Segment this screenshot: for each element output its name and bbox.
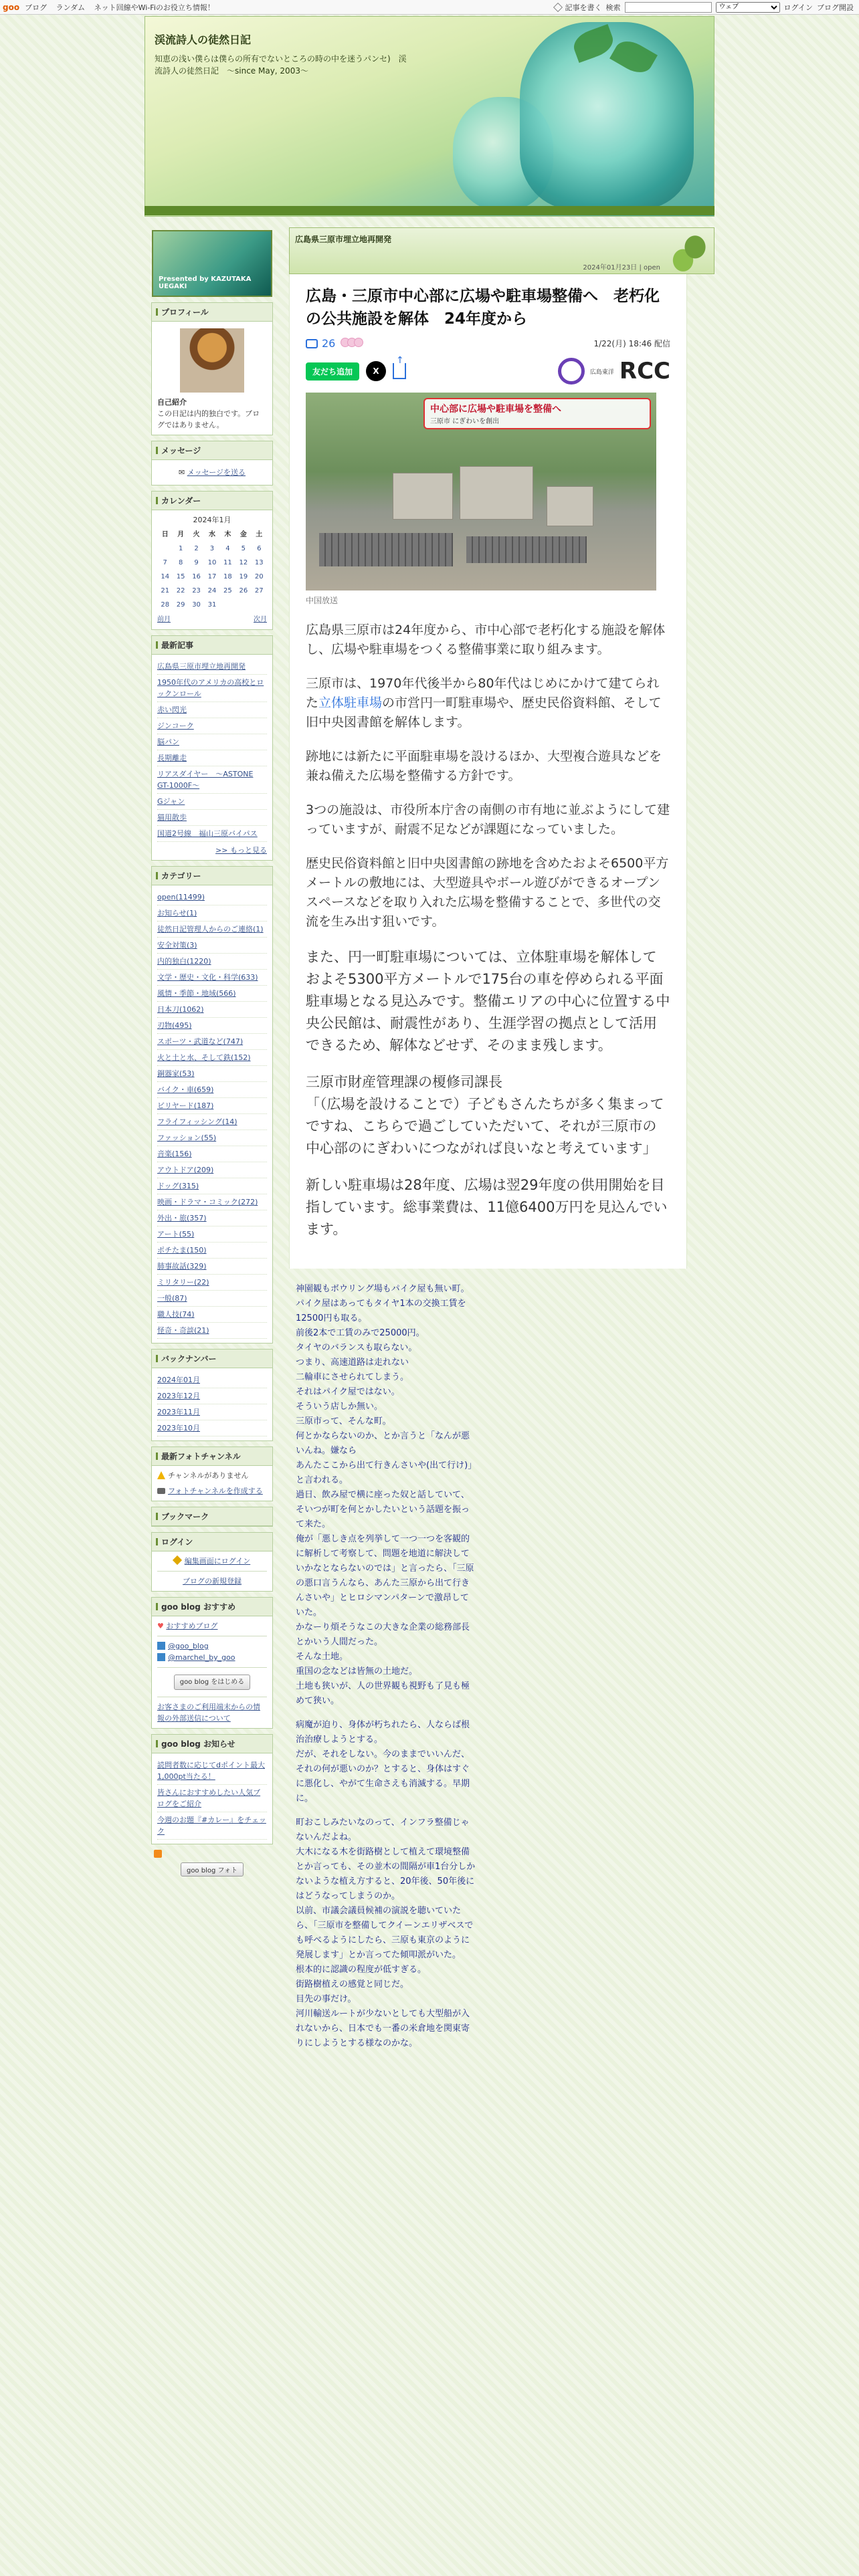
- commentary-line: 町おこしみたいなのって、インフラ整備じゃないんだよね。: [296, 1818, 470, 1842]
- category-item-link[interactable]: 映画・ドラマ・コミック(272): [157, 1198, 258, 1206]
- twitter-icon: [157, 1642, 165, 1650]
- category-item-link[interactable]: 音楽(156): [157, 1150, 192, 1158]
- category-item: [157, 1002, 267, 1018]
- search-input[interactable]: [625, 2, 712, 13]
- photo-channel-title: 最新フォトチャンネル: [152, 1447, 272, 1466]
- calendar-day[interactable]: 1: [178, 545, 183, 552]
- edit-login-link[interactable]: 編集画面にログイン: [184, 1557, 251, 1566]
- recent-post-item-link[interactable]: 国道2号線 福山三原バイパス: [157, 829, 258, 838]
- commentary-line: 俺が「悪しき点を列挙して一つ一つを客観的に解析して考察して、問題を地道に解決していかなとならないのでは」と言ったら、「三原の悪口言うんなら、あんた三原から出て行きんさいや」とヒロシマンパターンで激昂していた。: [296, 1534, 474, 1618]
- photo-caption-sub: 三原市 にぎわいを創出: [430, 418, 500, 425]
- commentary-line: それはパイク屋ではない。: [296, 1387, 400, 1397]
- profile-box: [151, 302, 273, 435]
- sidebar: [149, 227, 276, 1882]
- calendar-day[interactable]: 4: [225, 545, 230, 552]
- category-item-link[interactable]: 徒然日記管理人からのご連絡(1): [157, 925, 264, 934]
- photo-caption-main: 中心部に広場や駐車場を整備へ: [430, 404, 561, 415]
- topbar-link-net[interactable]: ネット回線やWi-Fiのお役立ち情報！: [94, 3, 215, 12]
- backnumber-title: バックナンバー: [152, 1350, 272, 1368]
- category-item: [157, 905, 267, 922]
- category-item: [157, 889, 267, 905]
- calendar-day[interactable]: 14: [161, 573, 170, 580]
- commentary-line: 街路樹植えの感覚と同じだ。: [296, 1979, 409, 1990]
- backnumber-item-link[interactable]: 2024年01月: [157, 1376, 200, 1384]
- paragraph: 新しい駐車場は28年度、広場は翌29年度の供用開始を目指しています。総事業費は、11億6400万円を見込んでいます。: [306, 1177, 668, 1237]
- recent-post-item-link[interactable]: 猫用散歩: [157, 813, 187, 822]
- commentary-line: 大木になる木を街路樹として植えて環境整備とか言っても、その並木の間隔が車1台分しかないような植え方すると、20年後、50年後にはどうなってしまうのか。: [296, 1847, 476, 1901]
- category-item: [157, 1130, 267, 1146]
- backnumber-list: [157, 1372, 267, 1436]
- calendar-day: [157, 542, 173, 556]
- banner-text: Presented by KAZUTAKA UEGAKI: [159, 276, 252, 290]
- search-scope-select[interactable]: [716, 2, 780, 13]
- calendar-weekday: 木: [224, 531, 231, 538]
- category-item: [157, 1098, 267, 1114]
- category-item-link[interactable]: 日本刀(1062): [157, 1005, 204, 1014]
- commentary-line: 何とかならないのか、とか言うと「なんが悪いんね。嫌なら: [296, 1431, 470, 1456]
- commentary-line: 以前、市議会議員候補の演説を聴いていたら、「三原市を整備してクイーンエリザベスでも呼べるようにしたら、三原も東京のように発展します」とか言ってた傾叩派がいた。: [296, 1906, 474, 1960]
- rss-icon[interactable]: [154, 1850, 162, 1858]
- category-item: [157, 970, 267, 986]
- recent-post-item-link[interactable]: 長期離走: [157, 754, 187, 762]
- recent-post-item-link[interactable]: 1950年代のアメリカの高校とロックンロール: [157, 678, 264, 698]
- leaf-decoration: [671, 229, 711, 274]
- backnumber-item: [157, 1388, 267, 1404]
- category-item-link[interactable]: 安全対策(3): [157, 941, 197, 950]
- category-item: [157, 1243, 267, 1259]
- calendar-day: [235, 598, 251, 612]
- category-item: [157, 922, 267, 938]
- entry-category-title[interactable]: 広島県三原市埋立地再開発: [295, 235, 392, 244]
- comments-counter[interactable]: [306, 337, 363, 350]
- paragraph: 広島県三原市は24年度から、市中心部で老朽化する施設を解体し、広場や駐車場をつくる整備事業に取り組みます。: [306, 623, 666, 657]
- calendar-weekday: 水: [208, 531, 215, 538]
- category-item: [157, 1323, 267, 1339]
- blog-title[interactable]: 渓流詩人の徒然日記: [155, 33, 252, 46]
- photo-caption: [423, 398, 651, 429]
- calendar-day[interactable]: 20: [254, 573, 264, 580]
- calendar-day[interactable]: 18: [223, 573, 232, 580]
- backnumber-item: [157, 1372, 267, 1388]
- commentary-line: 病魔が迫り、身体が朽ちれたら、人ならば根治治療しようとする。: [296, 1720, 470, 1745]
- quote: 「（広場を設けることで）子どもさんたちが多く集まってですね、こちらで過ごしていただいて、それが三原市の中心部のにぎわいにつながれば良いなと考えています」: [306, 1096, 664, 1156]
- goo-blog-photo-button[interactable]: goo blog フォト: [181, 1862, 244, 1876]
- recent-post-item-link[interactable]: 脳パン: [157, 738, 179, 746]
- calendar-table: [157, 528, 267, 612]
- category-item-link[interactable]: ビリヤード(187): [157, 1101, 214, 1110]
- category-item-link[interactable]: フライフィッシング(14): [157, 1117, 237, 1126]
- category-item: [157, 1178, 267, 1194]
- category-list: [157, 889, 267, 1339]
- category-item-link[interactable]: 風情・季節・地域(566): [157, 989, 236, 998]
- topbar-link-blog[interactable]: ブログ: [25, 3, 47, 12]
- emoji-icon: [354, 338, 363, 347]
- recent-post-item-link[interactable]: 赤い閃光: [157, 706, 187, 714]
- calendar-day[interactable]: 27: [254, 587, 264, 595]
- more-posts-link[interactable]: >> もっと見る: [215, 846, 267, 855]
- category-item: [157, 938, 267, 954]
- calendar-day[interactable]: 3: [209, 545, 215, 552]
- category-item: [157, 1162, 267, 1178]
- sidebar-footer: [154, 1850, 270, 1879]
- camera-icon: [157, 1488, 165, 1494]
- pen-icon: [173, 1555, 182, 1565]
- recent-post-item: [157, 702, 267, 718]
- calendar-day[interactable]: 22: [176, 587, 185, 595]
- commentary-line: 根本的に認識の程度が低すぎる。: [296, 1965, 427, 1975]
- login-box: [151, 1532, 273, 1592]
- commentary-text: [296, 1282, 476, 2051]
- category-item: [157, 1275, 267, 1291]
- twitter-icon: [157, 1653, 165, 1661]
- new-blog-link[interactable]: ブログの新規登録: [183, 1577, 242, 1586]
- backnumber-item-link[interactable]: 2023年11月: [157, 1408, 200, 1416]
- commentary-line: そんな土地。: [296, 1652, 349, 1662]
- recommend-blog-link[interactable]: おすすめブログ: [166, 1622, 218, 1630]
- write-article-link[interactable]: 記事を書く: [565, 3, 602, 12]
- category-item: [157, 1018, 267, 1034]
- backnumber-item-link[interactable]: 2023年12月: [157, 1392, 200, 1400]
- news-item-link[interactable]: 皆さんにおすすめしたい人気ブログをご紹介: [157, 1788, 261, 1808]
- category-item-link[interactable]: アート(55): [157, 1230, 195, 1239]
- message-box: [151, 441, 273, 486]
- commentary-line: [296, 1806, 476, 1816]
- category-item: [157, 1114, 267, 1130]
- message-title: メッセージ: [152, 441, 272, 460]
- line-add-friend-button[interactable]: 友だち追加: [306, 362, 359, 381]
- topbar-link-random[interactable]: ランダム: [56, 3, 86, 12]
- parking-lot-shape: [466, 536, 587, 563]
- recent-post-item-link[interactable]: リアスダイヤー 〜ASTONE GT-1000F〜: [157, 770, 254, 790]
- recent-post-item: [157, 826, 267, 842]
- category-item-link[interactable]: ポチたま(150): [157, 1246, 207, 1255]
- article-timestamp: 1/22(月) 18:46 配信: [593, 339, 670, 348]
- calendar-day[interactable]: 25: [223, 587, 232, 595]
- calendar-weekday: 金: [240, 531, 247, 538]
- parking-lot-shape: [319, 533, 453, 566]
- paragraph-text: の市営円一町駐車場や、歴史民俗資料館、そして旧中央図書館を解体します。: [306, 695, 662, 730]
- calendar-day[interactable]: 21: [161, 587, 170, 595]
- category-item: [157, 986, 267, 1002]
- paragraph: また、円一町駐車場については、立体駐車場を解体しておよそ5300平方メートルで175台の車を停められる平面駐車場となる見込みです。整備エリアの中心に位置する中央公民館は、耐震性があり、生涯学習の拠点として活用できるため、解体などせず、そのまま残します。: [306, 949, 670, 1053]
- category-item-link[interactable]: ミリタリー(22): [157, 1278, 209, 1287]
- calendar-box: [151, 491, 273, 630]
- paragraph: 歴史民俗資料館と旧中央図書館の跡地を含めたおよそ6500平方メートルの敷地には、大型遊具やボール遊びができるオープンスペースなどを取り入れた広場を整備することで、多世代の交流を生み出す狙いです。: [306, 856, 669, 929]
- commentary-line: あんたここから出て行きんさいや(出て行け)」と言われる。: [296, 1461, 472, 1485]
- commentary-line: パイク屋はあってもタイヤ1本の交換工賃を12500円も取る。: [296, 1299, 466, 1323]
- calendar-day[interactable]: 5: [241, 545, 246, 552]
- commentary-line: 過日、飲み屋で横に座った奴と話していて、そいつが町を何とかしたいという話題を振って来た。: [296, 1490, 470, 1529]
- calendar-day[interactable]: 6: [257, 545, 262, 552]
- calendar-day[interactable]: 29: [176, 601, 185, 609]
- category-item: [157, 1194, 267, 1210]
- recommend-title: goo blog おすすめ: [152, 1598, 272, 1616]
- comment-icon: [306, 339, 318, 348]
- calendar-prev-link[interactable]: 前月: [157, 616, 171, 623]
- login-title: ログイン: [152, 1533, 272, 1551]
- calendar-day[interactable]: 11: [223, 559, 232, 566]
- search-label: 検索: [605, 3, 621, 12]
- recent-post-item: [157, 810, 267, 826]
- article-headline: 広島・三原市中心部に広場や駐車場整備へ 老朽化の公共施設を解体 24年度から: [306, 288, 660, 328]
- warning-icon: [157, 1471, 165, 1479]
- entry-header: [289, 227, 714, 274]
- broadcaster-name: RCC: [619, 358, 670, 385]
- calendar-month: 2024年1月: [193, 516, 231, 524]
- start-goo-blog-button[interactable]: goo blog をはじめる: [174, 1675, 251, 1690]
- calendar-day[interactable]: 16: [192, 573, 201, 580]
- category-item-link[interactable]: 銅器家(53): [157, 1069, 195, 1078]
- news-item: [157, 1757, 267, 1785]
- news-list: [157, 1757, 267, 1840]
- article: [289, 274, 687, 1269]
- recent-posts-box: [151, 635, 273, 861]
- commentary-line: 二輪車にさせられてしまう。: [296, 1372, 409, 1382]
- blog-description: 知恵の浅い僕らは僕らの所有でないところの時の中を迷うパンセ) 渓流詩人の徒然日記 〜since May, 2003〜: [155, 54, 407, 76]
- category-item-link[interactable]: 怪奇・奇談(21): [157, 1326, 209, 1335]
- category-item-link[interactable]: 刃物(495): [157, 1021, 192, 1030]
- category-item: [157, 1226, 267, 1243]
- backnumber-item-link[interactable]: 2023年10月: [157, 1424, 200, 1432]
- recent-post-item: [157, 675, 267, 702]
- parking-structure-link[interactable]: 立体駐車場: [318, 695, 383, 710]
- commentary-line: だが、それをしない。今のままでいいんだ、それの何が悪いのか？とすると、身体はすぐに悪化し、やがて生命さえも消滅する。早期に。: [296, 1749, 470, 1804]
- category-item: [157, 1082, 267, 1098]
- broadcaster-logo[interactable]: [558, 358, 670, 385]
- paragraph: [306, 674, 670, 732]
- calendar-day[interactable]: 9: [194, 559, 199, 566]
- calendar-weekday: 日: [161, 531, 169, 538]
- marchel-twitter-link[interactable]: @marchel_by_goo: [168, 1653, 235, 1662]
- paragraph-text: 三原市は、1970年代後半から80年代はじめにかけて建てられた: [306, 676, 660, 710]
- category-item-link[interactable]: 内的独白(1220): [157, 957, 211, 966]
- no-channel-text: チャンネルがありません: [168, 1471, 249, 1480]
- recent-post-item-link[interactable]: 広島県三原市埋立地再開発: [157, 662, 246, 671]
- commentary-line: 神園観もボウリング場もパイク屋も無い町。: [296, 1284, 470, 1294]
- avatar: [180, 328, 244, 393]
- recent-post-item: [157, 659, 267, 675]
- recent-post-item: [157, 750, 267, 766]
- category-item-link[interactable]: スポーツ・武道など(747): [157, 1037, 244, 1046]
- calendar-day: [220, 598, 235, 612]
- blog-open-link[interactable]: ブログ開設: [817, 3, 854, 12]
- building-shape: [460, 466, 533, 520]
- header-band: [145, 206, 714, 215]
- recommend-box: [151, 1597, 273, 1729]
- news-title: goo blog お知らせ: [152, 1735, 272, 1753]
- calendar-day[interactable]: 24: [207, 587, 217, 595]
- calendar-day: [252, 598, 267, 612]
- recent-post-item: [157, 718, 267, 734]
- commentary-line: タイヤのバランスも取らない。: [296, 1343, 417, 1353]
- recent-posts-title: 最新記事: [152, 636, 272, 655]
- news-item-link[interactable]: 今週のお題『#カレー』をチェック: [157, 1816, 266, 1836]
- recent-posts-list: [157, 659, 267, 842]
- recent-post-item-link[interactable]: ジンコーク: [157, 722, 194, 730]
- recent-post-item: [157, 734, 267, 750]
- category-item: [157, 1210, 267, 1226]
- category-item: [157, 1034, 267, 1050]
- photo-channel-box: [151, 1446, 273, 1501]
- category-item-link[interactable]: 肺事故話(329): [157, 1262, 207, 1271]
- self-intro-label: 自己紹介: [157, 398, 187, 407]
- category-item: [157, 1066, 267, 1082]
- calendar-day[interactable]: 17: [207, 573, 217, 580]
- self-intro-text: この日記は内的独白です。ブログではありません。: [157, 409, 260, 429]
- calendar-day[interactable]: 15: [176, 573, 185, 580]
- backnumber-item: [157, 1404, 267, 1420]
- commentary-line: 土地も狭いが、人の世界観も視野も了見も極めて狭い。: [296, 1681, 470, 1706]
- broadcaster-small-text: 広島東洋: [589, 368, 614, 376]
- goo-blog-twitter-link[interactable]: @goo_blog: [168, 1642, 209, 1650]
- category-item-link[interactable]: open(11499): [157, 893, 205, 901]
- speaker-name: 三原市財産管理課の榎修司課長: [306, 1074, 502, 1090]
- category-item: [157, 954, 267, 970]
- category-item: [157, 1050, 267, 1066]
- calendar-day[interactable]: 28: [161, 601, 170, 609]
- news-box: [151, 1734, 273, 1844]
- photo-source: 中国放送: [306, 596, 339, 605]
- news-photo[interactable]: [306, 393, 656, 591]
- commentary-line: かなーり煩そうなこの大きな企業の総務部長とかいう人間だった。: [296, 1622, 470, 1647]
- calendar-day[interactable]: 12: [239, 559, 248, 566]
- category-item: [157, 1259, 267, 1275]
- main-content: [289, 227, 714, 2051]
- category-box: [151, 866, 273, 1344]
- commentary-line: そういう店しか無い。: [296, 1402, 383, 1412]
- category-item: [157, 1291, 267, 1307]
- recent-post-item-link[interactable]: Gジャン: [157, 797, 185, 806]
- news-item-link[interactable]: 読問者数に応じてdポイント最大1,000pt当たる！: [157, 1761, 265, 1781]
- category-item: [157, 1307, 267, 1323]
- sidebar-banner[interactable]: [152, 230, 272, 297]
- calendar-day[interactable]: 13: [254, 559, 264, 566]
- recent-post-item: [157, 766, 267, 794]
- bookmark-box: [151, 1507, 273, 1527]
- calendar-day[interactable]: 10: [207, 559, 217, 566]
- category-item-link[interactable]: 外出・旅(357): [157, 1214, 207, 1222]
- paragraph: 跡地には新たに平面駐車場を設けるほか、大型複合遊具などを兼ね備えた広場を整備する方針です。: [306, 749, 662, 783]
- external-transmission-link[interactable]: お客さまのご利用端末からの情報の外部送信について: [157, 1703, 260, 1723]
- news-item: [157, 1785, 267, 1812]
- send-message-link[interactable]: メッセージを送る: [187, 468, 246, 477]
- create-photo-channel-link[interactable]: フォトチャンネルを作成する: [168, 1487, 263, 1495]
- calendar-day[interactable]: 23: [192, 587, 201, 595]
- commentary-line: 河川輸送ルートが少ないとしても大型船が入れないから、日本でも一番の米倉地を関東寄りにしようとする様なのかな。: [296, 2009, 470, 2048]
- pen-icon: [553, 2, 562, 11]
- calendar-day[interactable]: 26: [239, 587, 248, 595]
- calendar-day[interactable]: 2: [194, 545, 199, 552]
- profile-title: プロフィール: [152, 303, 272, 322]
- commentary-line: 重国の念などは皆無の土地だ。: [296, 1667, 418, 1677]
- x-share-button[interactable]: X: [366, 361, 386, 381]
- commentary-line: つまり、高速道路は走れない: [296, 1358, 409, 1368]
- news-item: [157, 1812, 267, 1840]
- backnumber-box: [151, 1349, 273, 1441]
- bookmark-title: ブックマーク: [152, 1507, 272, 1526]
- category-item-link[interactable]: アウトドア(209): [157, 1166, 214, 1174]
- category-item-link[interactable]: ファッション(55): [157, 1134, 217, 1142]
- category-item-link[interactable]: 一般(87): [157, 1294, 187, 1303]
- calendar-next-link[interactable]: 次月: [254, 616, 267, 623]
- category-item-link[interactable]: お知らせ(1): [157, 909, 197, 918]
- calendar-day[interactable]: 7: [163, 559, 167, 566]
- calendar-weekday: 土: [256, 531, 263, 538]
- calendar-day[interactable]: 19: [239, 573, 248, 580]
- building-shape: [547, 486, 593, 526]
- category-item-link[interactable]: 文学・歴史・文化・科学(633): [157, 973, 258, 982]
- login-link[interactable]: ログイン: [783, 3, 813, 12]
- calendar-title: カレンダー: [152, 492, 272, 510]
- calendar-weekday: 月: [177, 531, 185, 538]
- commentary-line: 前後2本で工賃のみで25000円。: [296, 1328, 425, 1338]
- category-item-link[interactable]: バイク・車(659): [157, 1085, 214, 1094]
- share-icon[interactable]: [393, 363, 406, 379]
- calendar-weekday: 火: [193, 531, 200, 538]
- commentary-line: [296, 1709, 476, 1718]
- category-item-link[interactable]: 職人技(74): [157, 1310, 195, 1319]
- rcc-circle-icon: [558, 358, 585, 385]
- top-navigation-bar: [0, 0, 859, 15]
- backnumber-item: [157, 1420, 267, 1436]
- category-item-link[interactable]: ドッグ(315): [157, 1182, 199, 1190]
- heart-icon: ♥: [157, 1622, 164, 1630]
- category-item-link[interactable]: 火と土と水、そして鉄(152): [157, 1053, 251, 1062]
- calendar-day[interactable]: 31: [207, 601, 217, 609]
- goo-logo[interactable]: goo: [3, 2, 20, 12]
- envelope-icon: ✉: [178, 468, 185, 477]
- commentary-line: 目先の事だけ。: [296, 1994, 357, 2004]
- commentary-line: 三原市って、そんな町。: [296, 1416, 391, 1426]
- category-title: カテゴリー: [152, 867, 272, 885]
- calendar-day[interactable]: 8: [178, 559, 183, 566]
- entry-date-meta[interactable]: 2024年01月23日 | open: [583, 264, 660, 272]
- building-shape: [393, 473, 453, 520]
- comment-count: 26: [322, 337, 336, 350]
- category-item: [157, 1146, 267, 1162]
- blog-header: [145, 16, 714, 217]
- calendar-day[interactable]: 30: [192, 601, 201, 609]
- recent-post-item: [157, 794, 267, 810]
- paragraph: 3つの施設は、市役所本庁舎の南側の市有地に並ぶようにして建っていますが、耐震不足などが課題になっていました。: [306, 802, 670, 837]
